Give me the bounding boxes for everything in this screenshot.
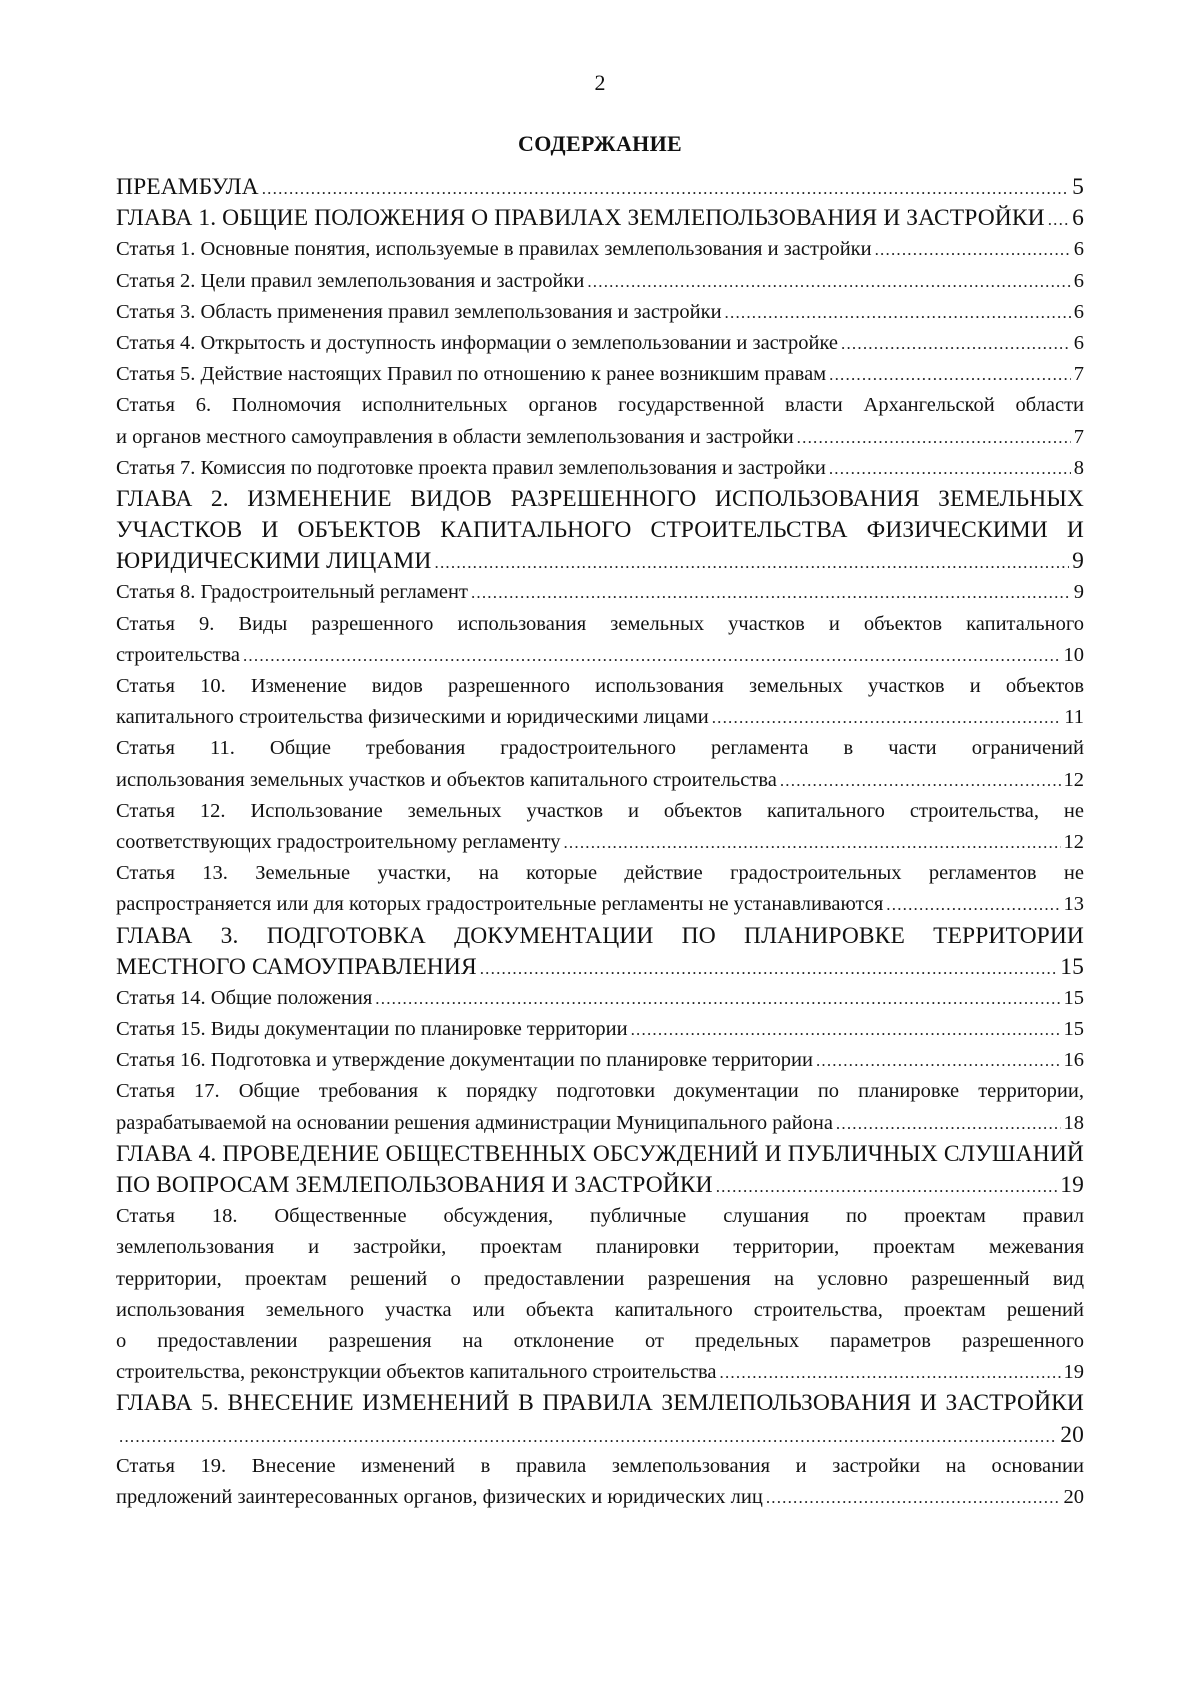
toc-page-number: 8 [1073, 456, 1084, 479]
toc-entry-line: Статья 18. Общественные обсуждения, публичные слушания по проектам правил [116, 1205, 1084, 1228]
toc-page-number: 15 [1063, 1018, 1084, 1041]
toc-article-entry [116, 266, 1084, 297]
toc-entry-text: предложений заинтересованных органов, физических и юридических лиц [116, 1485, 763, 1508]
toc-entry-last-line [116, 1482, 1084, 1513]
toc-entry-line: Статья 17. Общие требования к порядку подготовки документации по планировке территории, [116, 1080, 1084, 1103]
toc-chapter-entry [116, 1388, 1084, 1450]
toc-entry-text: разрабатываемой на основании решения администрации Муниципального района [116, 1111, 833, 1134]
toc-entry-last-line [116, 889, 1084, 920]
toc-entry-line: ГЛАВА 4. ПРОВЕДЕНИЕ ОБЩЕСТВЕННЫХ ОБСУЖДЕНИЙ И ПУБЛИЧНЫХ СЛУШАНИЙ [116, 1140, 1084, 1167]
dot-leader [243, 640, 1061, 671]
page-number: 2 [594, 70, 606, 95]
toc-page-number: 18 [1063, 1111, 1084, 1134]
dot-leader [829, 453, 1071, 484]
toc-entry-last-line [116, 1170, 1084, 1201]
toc-entry-last-line [116, 359, 1084, 390]
toc-page-number: 9 [1072, 548, 1084, 575]
toc-article-entry [116, 234, 1084, 265]
toc-entry-text: Статья 3. Область применения правил землепользования и застройки [116, 300, 722, 323]
toc-entry-text: МЕСТНОГО САМОУПРАВЛЕНИЯ [116, 953, 477, 980]
toc-entry-text: ПО ВОПРОСАМ ЗЕМЛЕПОЛЬЗОВАНИЯ И ЗАСТРОЙКИ [116, 1172, 713, 1198]
dot-leader [780, 765, 1061, 796]
toc-chapter-entry [116, 203, 1084, 234]
toc-entry-last-line [116, 453, 1084, 484]
toc-entry-line: Статья 9. Виды разрешенного использования земельных участков и объектов капитального [116, 612, 1084, 635]
toc-article-entry [116, 609, 1084, 671]
toc-entry-text: Статья 7. Комиссия по подготовке проекта правил землепользования и застройки [116, 456, 826, 479]
dot-leader [375, 983, 1060, 1014]
dot-leader [119, 1421, 1057, 1452]
toc-entry-text: соответствующих градостроительному регламенту [116, 830, 561, 853]
dot-leader [716, 1171, 1058, 1202]
toc-entry-text: использования земельных участков и объектов капитального строительства [116, 768, 777, 791]
toc-entry-last-line [116, 1014, 1084, 1045]
toc-entry-text: Статья 16. Подготовка и утверждение документации по планировке территории [116, 1049, 813, 1072]
toc-page-number: 6 [1073, 238, 1084, 261]
dot-leader [563, 827, 1060, 858]
toc-entry-text: Статья 14. Общие положения [116, 986, 373, 1009]
toc-entry-text: Статья 1. Основные понятия, используемые в правилах землепользования и застройки [116, 238, 872, 261]
dot-leader [836, 1108, 1061, 1139]
toc-entry-last-line [116, 827, 1084, 858]
toc-page-number: 19 [1060, 1172, 1084, 1198]
toc-entry-last-line [116, 1045, 1084, 1076]
toc-page-number: 16 [1063, 1049, 1084, 1072]
toc-entry-line: территории, проектам решений о предоставлении разрешения на условно разрешенный вид [116, 1267, 1084, 1290]
toc-entry-last-line [116, 1108, 1084, 1139]
toc-page-number: 19 [1063, 1361, 1084, 1384]
toc-page-number: 15 [1063, 986, 1084, 1009]
toc-article-entry [116, 1045, 1084, 1076]
toc-article-entry [116, 359, 1084, 390]
toc-entry-text: Статья 15. Виды документации по планировке территории [116, 1018, 628, 1041]
toc-page-number: 6 [1073, 300, 1084, 323]
toc-entry-line: землепользования и застройки, проектам планировки территории, проектам межевания [116, 1236, 1084, 1259]
toc-article-entry [116, 453, 1084, 484]
toc-entry-last-line [116, 172, 1084, 203]
toc-entry-line: ГЛАВА 5. ВНЕСЕНИЕ ИЗМЕНЕНИЙ В ПРАВИЛА ЗЕМЛЕПОЛЬЗОВАНИЯ И ЗАСТРОЙКИ [116, 1390, 1084, 1417]
toc-article-entry [116, 577, 1084, 608]
toc-entry-last-line [116, 422, 1084, 453]
toc-article-entry [116, 1014, 1084, 1045]
toc-article-entry [116, 1076, 1084, 1138]
toc-entry-line: Статья 11. Общие требования градостроительного регламента в части ограничений [116, 737, 1084, 760]
toc-page-number: 9 [1073, 581, 1084, 604]
toc-entry-last-line [116, 983, 1084, 1014]
toc-entry-last-line [116, 1420, 1084, 1451]
toc-article-entry [116, 983, 1084, 1014]
toc-page-number: 6 [1073, 331, 1084, 354]
toc-entry-text: Статья 8. Градостроительный регламент [116, 581, 468, 604]
dot-leader [720, 1357, 1061, 1388]
toc-chapter-entry [116, 172, 1084, 203]
toc-entry-text: капитального строительства физическими и юридическими лицами [116, 706, 709, 729]
toc-entry-line: Статья 12. Использование земельных участков и объектов капитального строительства, не [116, 799, 1084, 822]
dot-leader [841, 328, 1071, 359]
dot-leader [797, 422, 1071, 453]
toc-entry-text: ЮРИДИЧЕСКИМИ ЛИЦАМИ [116, 548, 432, 575]
dot-leader [480, 953, 1058, 984]
toc-page-number: 13 [1063, 893, 1084, 916]
toc-entry-line: Статья 19. Внесение изменений в правила землепользования и застройки на основании [116, 1454, 1084, 1477]
toc-page-number: 11 [1064, 706, 1084, 729]
dot-leader [725, 297, 1071, 328]
dot-leader [875, 234, 1071, 265]
toc-entry-text: Статья 5. Действие настоящих Правил по отношению к ранее возникшим правам [116, 363, 827, 386]
dot-leader [766, 1482, 1061, 1513]
toc-page-number: 15 [1060, 953, 1084, 980]
toc-article-entry [116, 858, 1084, 920]
toc-title: СОДЕРЖАНИЕ [518, 131, 682, 156]
toc-page-number: 5 [1072, 174, 1084, 200]
toc-entry-last-line [116, 765, 1084, 796]
toc-entry-last-line [116, 952, 1084, 983]
toc-entry-text: Статья 2. Цели правил землепользования и застройки [116, 269, 585, 292]
toc-page-number: 20 [1063, 1485, 1084, 1508]
toc-entry-text: ГЛАВА 1. ОБЩИЕ ПОЛОЖЕНИЯ О ПРАВИЛАХ ЗЕМЛЕПОЛЬЗОВАНИЯ И ЗАСТРОЙКИ [116, 205, 1045, 232]
toc-entry-last-line [116, 266, 1084, 297]
dot-leader [712, 702, 1062, 733]
toc-page-number: 10 [1063, 643, 1084, 666]
toc-article-entry [116, 733, 1084, 795]
table-of-contents [116, 172, 1084, 1513]
dot-leader [435, 547, 1070, 578]
toc-entry-line: ГЛАВА 3. ПОДГОТОВКА ДОКУМЕНТАЦИИ ПО ПЛАНИРОВКЕ ТЕРРИТОРИИ [116, 922, 1084, 949]
toc-entry-line: использования земельного участка или объекта капитального строительства, проектам решений [116, 1298, 1084, 1321]
toc-entry-line: Статья 13. Земельные участки, на которые действие градостроительных регламентов не [116, 862, 1084, 885]
toc-entry-last-line [116, 203, 1084, 234]
toc-chapter-entry [116, 1139, 1084, 1201]
toc-page-number: 12 [1063, 830, 1084, 853]
toc-entry-line: УЧАСТКОВ И ОБЪЕКТОВ КАПИТАЛЬНОГО СТРОИТЕЛЬСТВА ФИЗИЧЕСКИМИ И [116, 517, 1084, 544]
toc-entry-last-line [116, 1357, 1084, 1388]
toc-entry-last-line [116, 702, 1084, 733]
toc-article-entry [116, 671, 1084, 733]
toc-chapter-entry [116, 921, 1084, 983]
toc-page-number: 6 [1072, 205, 1084, 232]
dot-leader [886, 889, 1060, 920]
toc-page-number: 20 [1060, 1421, 1084, 1448]
toc-chapter-entry [116, 484, 1084, 578]
toc-entry-text: и органов местного самоуправления в области землепользования и застройки [116, 425, 794, 448]
toc-entry-last-line [116, 546, 1084, 577]
toc-entry-line: ГЛАВА 2. ИЗМЕНЕНИЕ ВИДОВ РАЗРЕШЕННОГО ИСПОЛЬЗОВАНИЯ ЗЕМЕЛЬНЫХ [116, 485, 1084, 512]
toc-entry-line: Статья 6. Полномочия исполнительных органов государственной власти Архангельской области [116, 394, 1084, 417]
toc-entry-last-line [116, 297, 1084, 328]
toc-entry-text: строительства [116, 643, 240, 666]
toc-entry-text: строительства, реконструкции объектов капитального строительства [116, 1361, 717, 1384]
toc-page-number: 6 [1073, 269, 1084, 292]
toc-article-entry [116, 1201, 1084, 1388]
dot-leader [631, 1014, 1061, 1045]
toc-entry-line: Статья 10. Изменение видов разрешенного использования земельных участков и объектов [116, 675, 1084, 697]
toc-entry-line: о предоставлении разрешения на отклонение от предельных параметров разрешенного [116, 1329, 1084, 1352]
toc-article-entry [116, 390, 1084, 452]
toc-article-entry [116, 1451, 1084, 1513]
toc-page-number: 7 [1073, 363, 1084, 386]
dot-leader [816, 1045, 1061, 1076]
dot-leader [262, 173, 1069, 204]
toc-page-number: 7 [1073, 425, 1084, 448]
toc-entry-text: распространяется или для которых градостроительные регламенты не устанавливаются [116, 893, 884, 916]
dot-leader [587, 266, 1070, 297]
toc-entry-text: ПРЕАМБУЛА [116, 174, 259, 200]
toc-entry-last-line [116, 234, 1084, 265]
toc-entry-last-line [116, 640, 1084, 671]
toc-page-number: 12 [1063, 768, 1084, 791]
toc-entry-last-line [116, 577, 1084, 608]
toc-article-entry [116, 297, 1084, 328]
toc-article-entry [116, 328, 1084, 359]
dot-leader [1048, 204, 1069, 235]
toc-entry-last-line [116, 328, 1084, 359]
dot-leader [829, 359, 1071, 390]
toc-entry-text: Статья 4. Открытость и доступность информации о землепользовании и застройке [116, 331, 839, 354]
toc-article-entry [116, 796, 1084, 858]
dot-leader [471, 577, 1071, 608]
